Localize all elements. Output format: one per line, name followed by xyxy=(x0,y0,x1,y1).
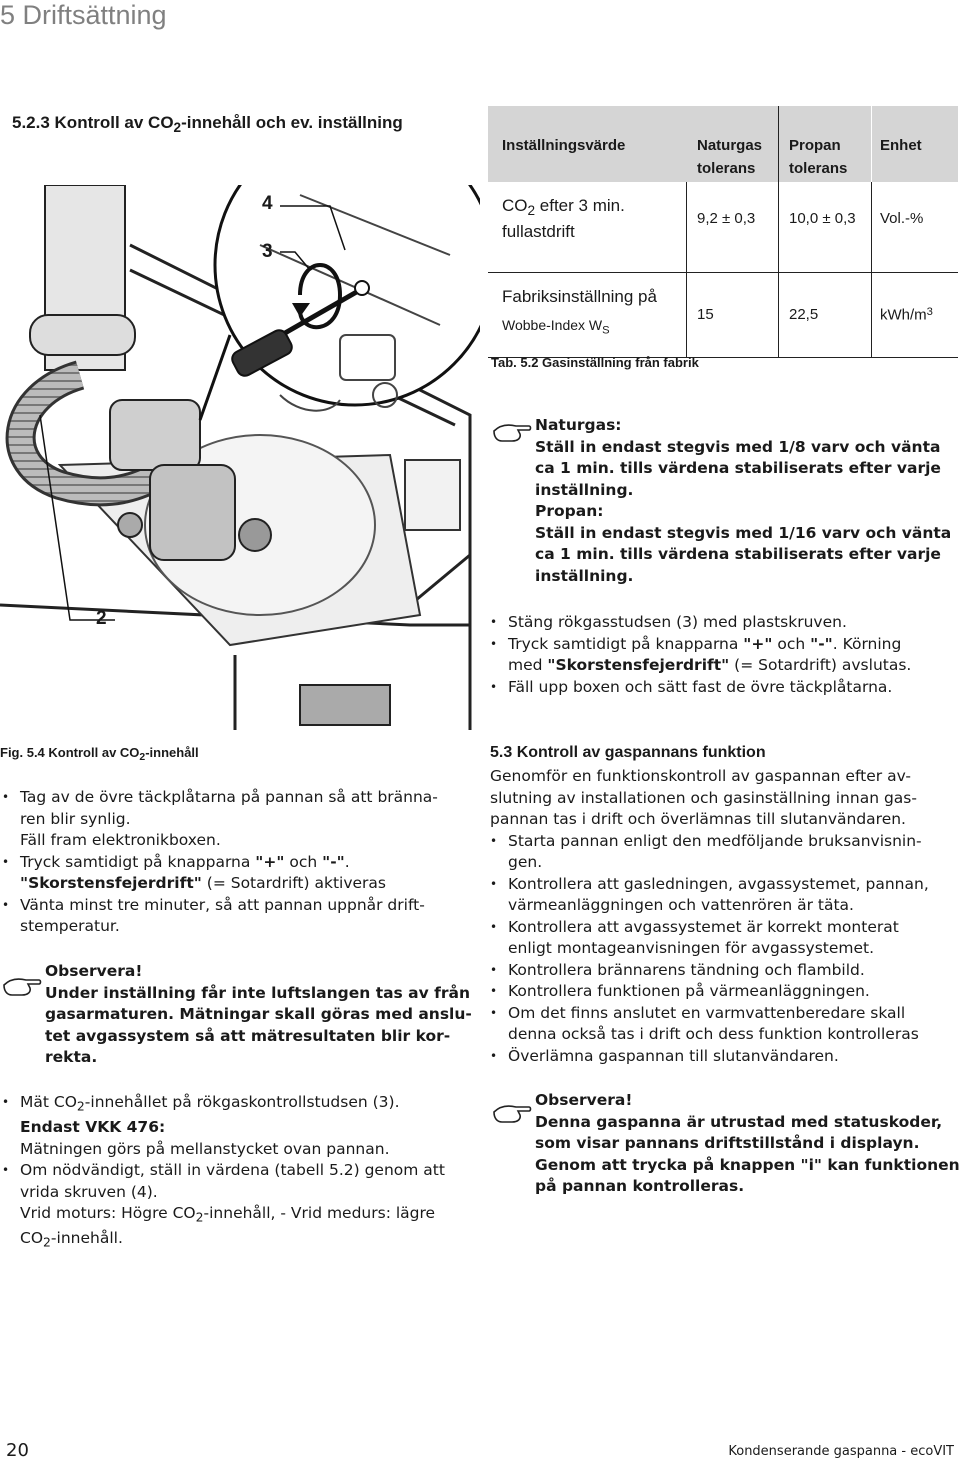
page-header-title: 5 Driftsättning xyxy=(0,0,167,30)
row1-propane: 10,0 ± 0,3 xyxy=(789,210,856,227)
row2-label: Fabriksinställning på xyxy=(502,287,657,306)
row1-label-2: fullastdrift xyxy=(502,222,575,241)
callout-2: 2 xyxy=(96,608,107,629)
row2-propane: 22,5 xyxy=(789,306,819,323)
callout-4: 4 xyxy=(262,193,273,214)
table-caption: Tab. 5.2 Gasinställning från fabrik xyxy=(491,355,699,370)
table-header-row xyxy=(488,106,958,182)
list-item: • Om nödvändigt, ställ in värdena (tabell 5.2) genom att vrida skruven (4). Vrid moturs: Högre $CO_2$-innehåll, - Vrid medurs: lägre $CO_2$-innehåll. xyxy=(2,1160,472,1253)
header-natural-tol: tolerans xyxy=(697,160,756,177)
row2-natural: 15 xyxy=(697,306,714,323)
note-gas-adjustment: Naturgas: Ställ in endast stegvis med 1/8 varv och vänta ca 1 min. tills värdena stabiliserats efter varje inställning. Propan: Ställ in endast stegvis med 1/16 varv och vänta ca 1 min. tills värdena stabiliserats efter varje inställning. xyxy=(535,416,952,585)
list-item: • Kontrollera funktionen på värmeanläggningen. xyxy=(490,981,958,1003)
list-item: • Kontrollera att avgassystemet är korrekt monterat enligt montageanvisningen för avgassystemet. xyxy=(490,917,958,960)
list-item: • Kontrollera att gasledningen, avgassystemet, pannan, värmeanläggningen och vattenrören är täta. xyxy=(490,874,958,917)
list-item: • Starta pannan enligt den medföljande bruksanvisnin- gen. xyxy=(490,831,958,874)
header-propane: Propan xyxy=(789,137,841,154)
header-natural: Naturgas xyxy=(697,137,763,154)
document-title: Kondenserande gaspanna - ecoVIT xyxy=(728,1444,954,1459)
list-item: • Tryck samtidigt på knapparna "+" och "-". Körning med "Skorstensfejerdrift" (= Sotardrift) avslutas. xyxy=(490,634,955,677)
section-title-5-3: 5.3 Kontroll av gaspannans funktion xyxy=(490,744,766,761)
header-setting: Inställningsvärde xyxy=(502,137,626,154)
function-check-text: Genomför en funktionskontroll av gaspannan efter av- slutning av installationen och gasinställning innan gas- pannan tas i drift och överlämnas till slutanvändaren. • Starta pannan enligt den medföljande bruksanvisnin- gen. • Kontrollera att gasledningen, avgassystemet, pannan, värmeanläggningen och vattenrören är täta. • Kontrollera att avgassystemet är korrekt monterat enligt montageanvisningen för avgassystemet. • Kontrollera brännarens tändning och flambild. • Kontrollera funktionen på värmeanläggningen. • Om det finns anslutet en varmvattenberedare skall denna också tas i drift och dess funktion kontrolleras • Överlämna gaspannan till slutanvändaren. xyxy=(490,766,958,1067)
header-unit: Enhet xyxy=(880,137,922,154)
table-row xyxy=(488,182,958,273)
list-item: • Stäng rökgasstudsen (3) med plastskruven. xyxy=(490,612,955,634)
note-observe-left: Observera! Under inställning får inte luftslangen tas av från gasarmaturen. Mätningar skall göras med anslu- tet avgassystem så att mätresultaten blir kor- rekta. xyxy=(45,962,472,1066)
row2-label-2: Wobbe-Index $W_S$ xyxy=(502,317,610,337)
row1-unit: Vol.-% xyxy=(880,210,924,227)
note-observe-right: Observera! Denna gaspanna är utrustad med statuskoder, som visar pannans driftstillstånd i displayn. Genom att trycka på knappen "i" kan funktionen på pannan kontrolleras. xyxy=(535,1091,960,1195)
pointing-hand-icon xyxy=(492,1102,532,1126)
steps-measure xyxy=(2,1092,472,1254)
steps-left xyxy=(2,787,472,938)
row1-natural: 9,2 ± 0,3 xyxy=(697,210,756,227)
callout-3: 3 xyxy=(262,241,273,262)
list-item: • Överlämna gaspannan till slutanvändaren. xyxy=(490,1046,958,1068)
table-row xyxy=(488,273,958,358)
boiler-illustration xyxy=(0,185,480,730)
list-item: • Kontrollera brännarens tändning och flambild. xyxy=(490,960,958,982)
list-item: • Fäll upp boxen och sätt fast de övre täckplåtarna. xyxy=(490,677,955,699)
list-item: • Mät $CO_2$-innehållet på rökgaskontrollstudsen (3). Endast VKK 476: Mätningen görs på mellanstycket ovan pannan. xyxy=(2,1092,472,1160)
list-item: • Om det finns anslutet en varmvattenberedare skall denna också tas i drift och dess funktion kontrolleras xyxy=(490,1003,958,1046)
row2-unit: kWh/$m^3$ xyxy=(880,306,933,324)
list-item: • Tag av de övre täckplåtarna på pannan så att bränna- ren blir synlig. Fäll fram elektronikboxen. xyxy=(2,787,472,852)
section-title: 5.2.3 Kontroll av $CO_2$-innehåll och ev. inställning xyxy=(12,113,403,136)
page-number: 20 xyxy=(6,1440,29,1461)
gas-settings-table xyxy=(488,106,958,358)
list-item: • Vänta minst tre minuter, så att pannan uppnår drift- stemperatur. xyxy=(2,895,472,938)
list-item: • Tryck samtidigt på knapparna "+" och "-". "Skorstensfejerdrift" (= Sotardrift) aktiveras xyxy=(2,852,472,895)
steps-close xyxy=(490,612,955,698)
figure-caption: Fig. 5.4 Kontroll av $CO_2$-innehåll xyxy=(0,745,199,764)
row1-label: $CO_2$ efter 3 min. xyxy=(502,196,625,219)
pointing-hand-icon xyxy=(492,421,532,445)
header-propane-tol: tolerans xyxy=(789,160,848,177)
pointing-hand-icon xyxy=(2,975,42,999)
